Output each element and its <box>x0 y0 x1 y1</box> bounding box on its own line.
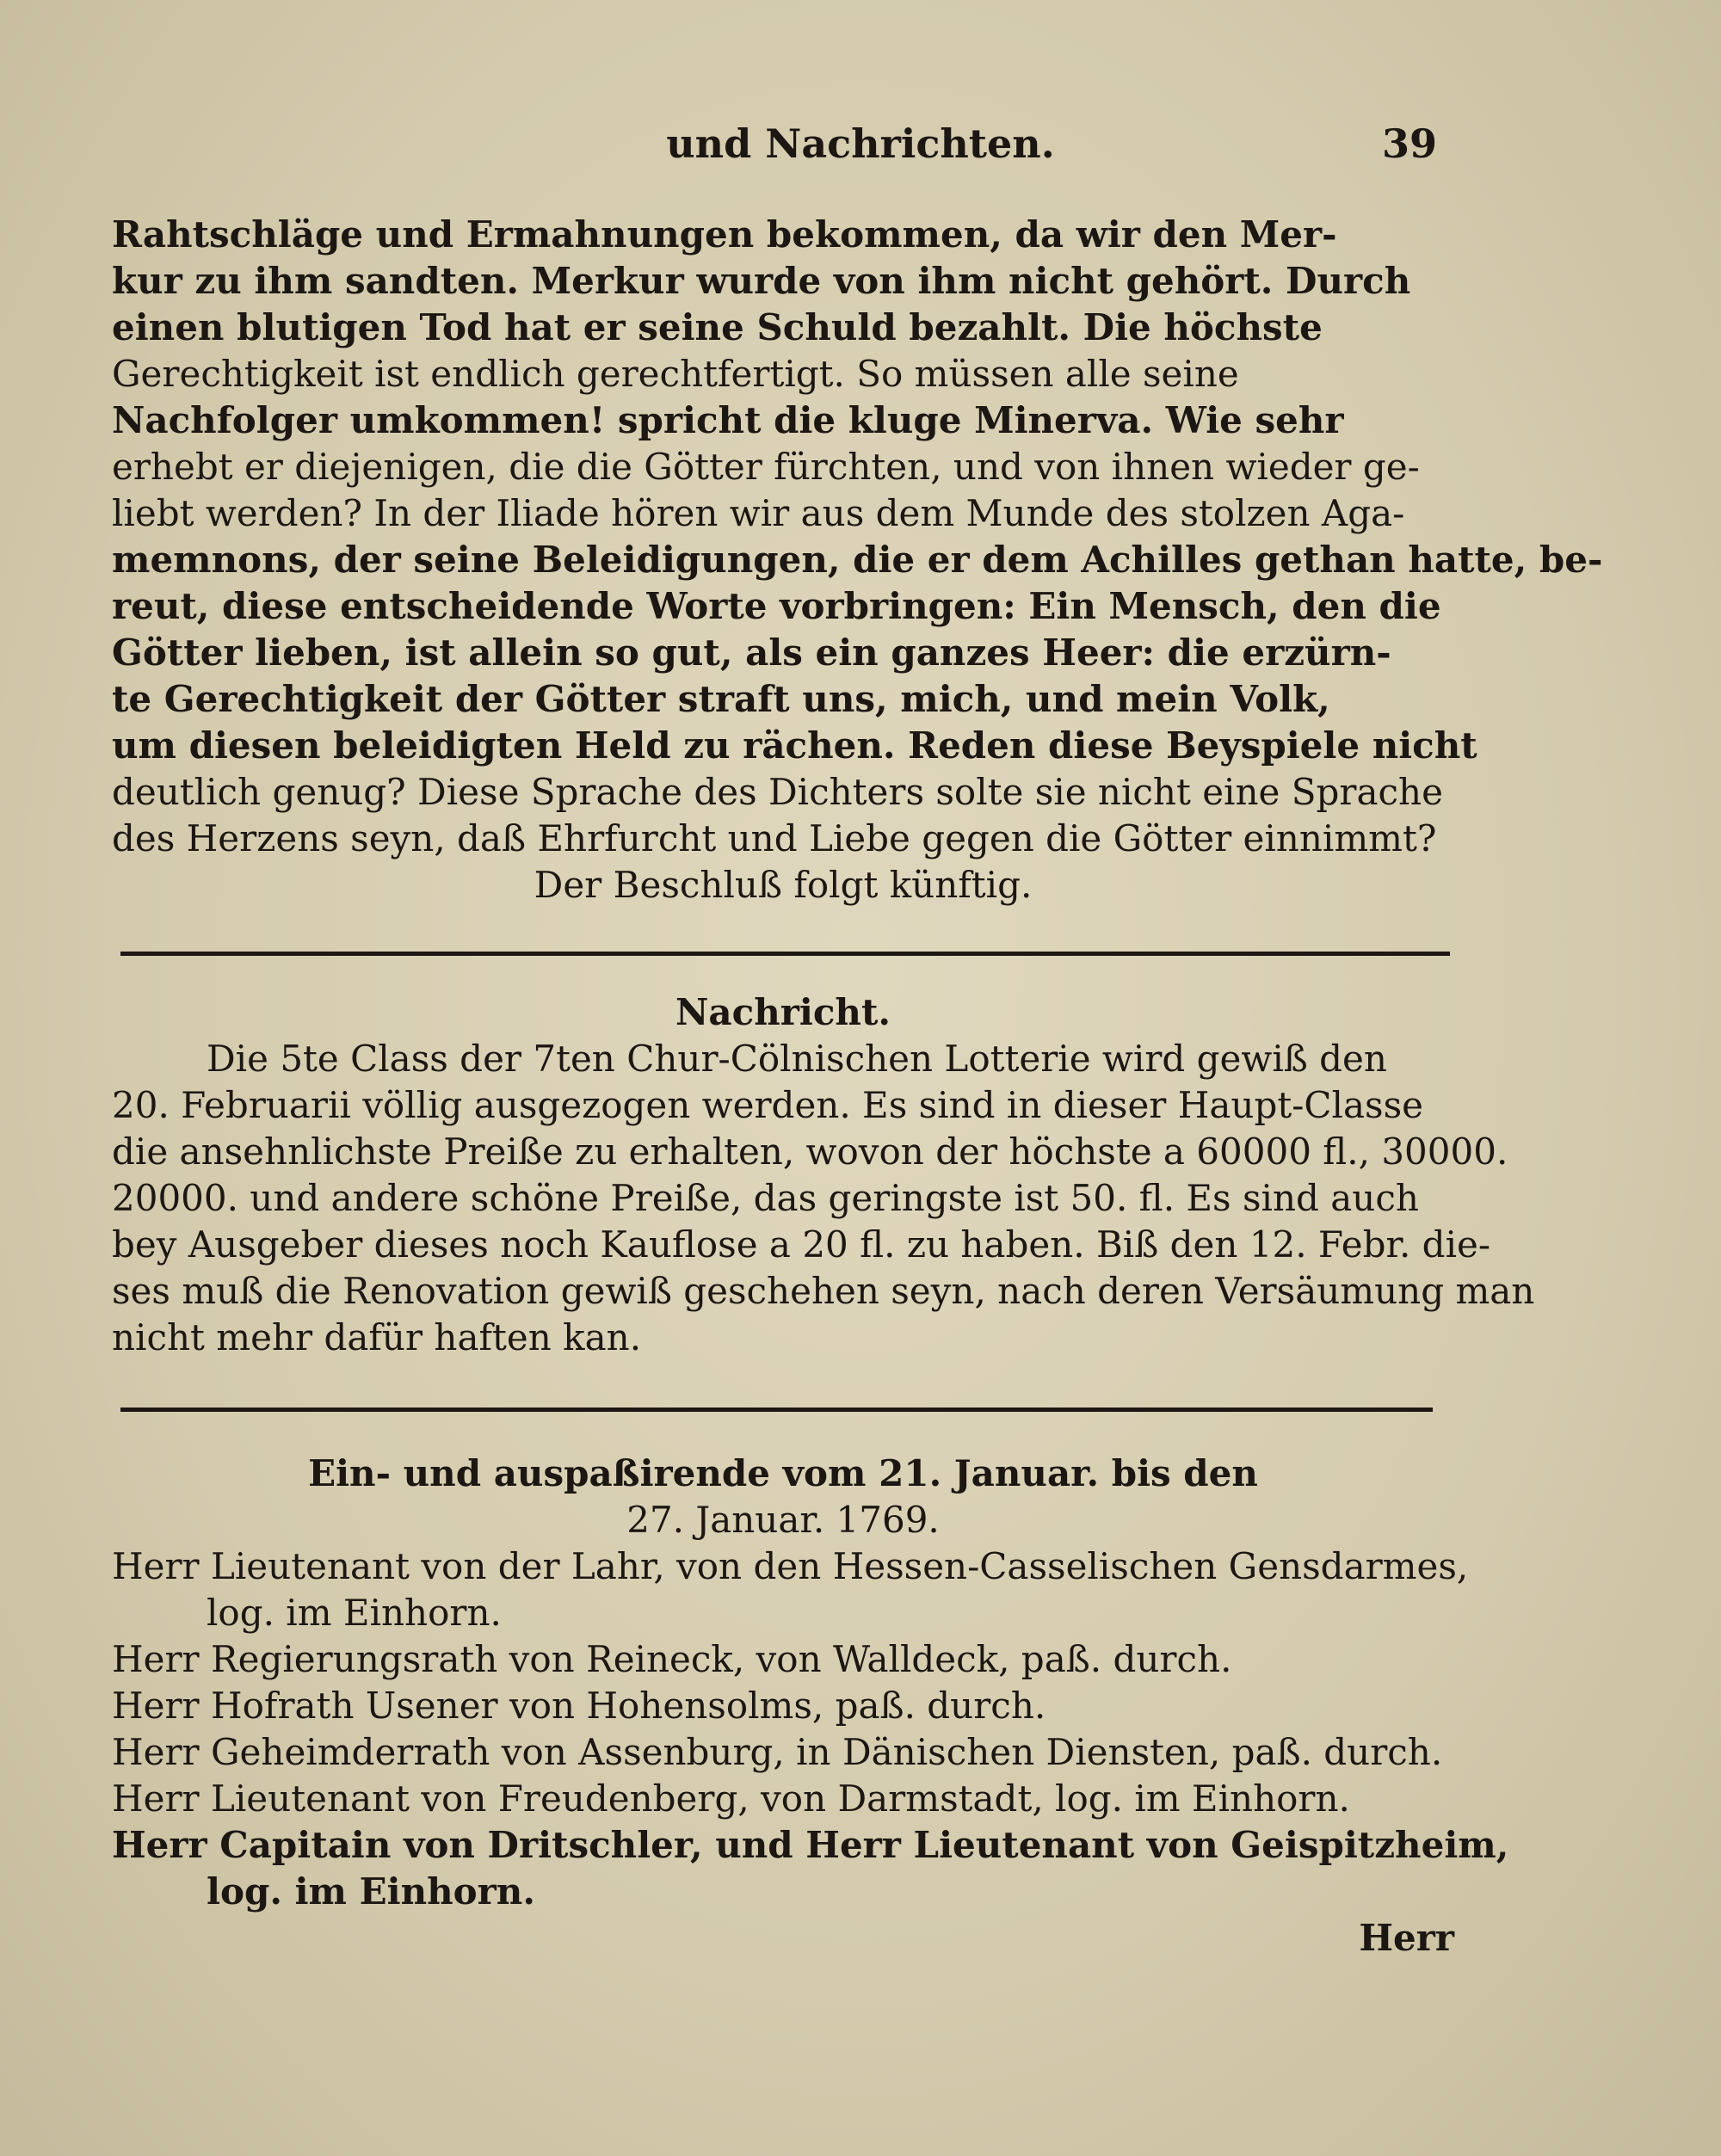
notice-line: Die 5te Class der 7ten Chur-Cölnischen Lotterie wird gewiß den <box>207 1038 1387 1080</box>
traveler-entry: Herr Lieutenant von der Lahr, von den Hessen-Casselischen Gensdarmes, <box>112 1545 1469 1587</box>
section-divider <box>120 1408 1433 1412</box>
traveler-entry-continued: log. im Einhorn. <box>207 1592 502 1634</box>
article-line: te Gerechtigkeit der Götter straft uns, mich, und mein Volk, <box>112 678 1330 720</box>
traveler-entry: Herr Lieutenant von Freudenberg, von Darmstadt, log. im Einhorn. <box>112 1777 1350 1820</box>
travelers-title-date: 27. Januar. 1769. <box>626 1499 940 1541</box>
traveler-entry: Herr Hofrath Usener von Hohensolms, paß. durch. <box>112 1685 1046 1727</box>
traveler-entry: Herr Geheimderrath von Assenburg, in Dänischen Diensten, paß. durch. <box>112 1731 1443 1773</box>
article-line: kur zu ihm sandten. Merkur wurde von ihm nicht gehört. Durch <box>112 260 1411 302</box>
article-line: Gerechtigkeit ist endlich gerechtfertigt. So müssen alle seine <box>112 353 1239 395</box>
notice-line: ses muß die Renovation gewiß geschehen seyn, nach deren Versäumung man <box>112 1270 1535 1312</box>
traveler-entry-continued: log. im Einhorn. <box>207 1870 535 1913</box>
traveler-entry: Herr Regierungsrath von Reineck, von Walldeck, paß. durch. <box>112 1638 1232 1680</box>
article-line: Götter lieben, ist allein so gut, als ein ganzes Heer: die erzürn- <box>112 631 1391 674</box>
article-closing: Der Beschluß folgt künftig. <box>534 864 1033 906</box>
article-line: Rahtschläge und Ermahnungen bekommen, da wir den Mer- <box>112 213 1337 256</box>
running-head: und Nachrichten. <box>666 120 1055 167</box>
traveler-entry: Herr Capitain von Dritschler, und Herr Lieutenant von Geispitzheim, <box>112 1824 1509 1866</box>
article-line: des Herzens seyn, daß Ehrfurcht und Liebe gegen die Götter einnimmt? <box>112 817 1437 859</box>
page-header <box>0 120 1721 172</box>
article-line: liebt werden? In der Iliade hören wir aus dem Munde des stolzen Aga- <box>112 492 1405 534</box>
article-body <box>112 212 1603 909</box>
notice-line: nicht mehr dafür haften kan. <box>112 1316 642 1358</box>
page-number: 39 <box>1381 120 1437 167</box>
catchword: Herr <box>1359 1917 1454 1959</box>
article-line: Nachfolger umkommen! spricht die kluge Minerva. Wie sehr <box>112 399 1344 441</box>
travelers-section <box>112 1451 1509 1962</box>
notice-line: 20. Februarii völlig ausgezogen werden. Es sind in dieser Haupt-Classe <box>112 1084 1423 1126</box>
section-divider <box>120 952 1450 956</box>
article-line: memnons, der seine Beleidigungen, die er dem Achilles gethan hatte, be- <box>112 539 1603 581</box>
notice-line: bey Ausgeber dieses noch Kauflose a 20 fl. zu haben. Biß den 12. Febr. die- <box>112 1223 1491 1266</box>
notice-line: 20000. und andere schöne Preiße, das geringste ist 50. fl. Es sind auch <box>112 1177 1419 1219</box>
notice-title: Nachricht. <box>675 991 891 1033</box>
notice-section <box>112 989 1535 1361</box>
notice-line: die ansehnlichste Preiße zu erhalten, wovon der höchste a 60000 fl., 30000. <box>112 1130 1508 1173</box>
travelers-title: Ein- und auspaßirende vom 21. Januar. bis den <box>308 1452 1258 1494</box>
article-line: erhebt er diejenigen, die die Götter fürchten, und von ihnen wieder ge- <box>112 446 1420 488</box>
article-line: deutlich genug? Diese Sprache des Dichters solte sie nicht eine Sprache <box>112 771 1443 813</box>
article-line: reut, diese entscheidende Worte vorbringen: Ein Mensch, den die <box>112 585 1441 627</box>
article-line: um diesen beleidigten Held zu rächen. Reden diese Beyspiele nicht <box>112 724 1477 767</box>
article-line: einen blutigen Tod hat er seine Schuld bezahlt. Die höchste <box>112 306 1323 348</box>
